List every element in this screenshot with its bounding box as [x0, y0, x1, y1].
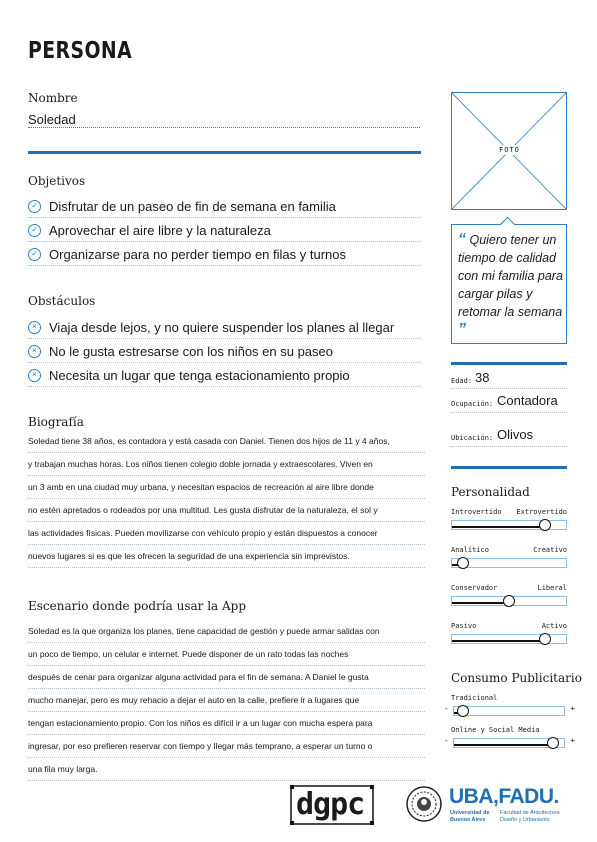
- list-item: [28, 316, 420, 339]
- check-circle-icon: ✓: [28, 248, 41, 261]
- slider-right-label: Liberal: [537, 584, 567, 592]
- text-line: ingresar, por eso prefieren reservar con tiempo y llegar más temprano, a esperar un turno o: [28, 735, 425, 758]
- list-item: [28, 195, 420, 218]
- divider: [451, 362, 567, 365]
- slider-track[interactable]: [451, 558, 567, 568]
- slider-label: Online y Social Media: [451, 726, 540, 734]
- slider-left-label: Conservador: [451, 584, 498, 592]
- obstaculos-list: [28, 316, 420, 388]
- divider: [451, 466, 567, 469]
- objetivos-label: Objetivos: [28, 174, 86, 188]
- slider-track[interactable]: [453, 706, 565, 716]
- objetivos-item-text: Organizarse para no perder tiempo en filas y turnos: [49, 246, 346, 262]
- slider-fill: [454, 744, 553, 746]
- slider-knob[interactable]: [457, 705, 469, 717]
- ubicacion-value: Olivos: [497, 427, 534, 442]
- objetivos-item-text: Aprovechar el aire libre y la naturaleza: [49, 222, 271, 238]
- uba-fadu-logo: UBA,FADU.: [449, 785, 559, 808]
- objetivos-list: [28, 195, 420, 267]
- personalidad-label: Personalidad: [451, 485, 530, 499]
- text-line: un poco de tiempo, un celular e internet. Puede disponer de un rato todas las noches: [28, 643, 425, 666]
- slider-track[interactable]: [451, 596, 567, 606]
- minus-icon: -: [445, 736, 448, 745]
- slider-label: Tradicional: [451, 694, 498, 702]
- slider-track[interactable]: [451, 634, 567, 644]
- page-title: PERSONA: [28, 38, 133, 64]
- x-circle-icon: ×: [28, 321, 41, 334]
- text-line: después de cenar para organizar alguna actividad para el fin de semana. A Daniel le gusta: [28, 666, 425, 689]
- personality-slider[interactable]: [451, 622, 567, 660]
- text-line: no estén apretados o rodeados por una multitud. Les gusta disfrutar de la naturaleza, el sol y: [28, 499, 425, 522]
- slider-fill: [452, 602, 509, 604]
- slider-left-label: Introvertido: [451, 508, 502, 516]
- ocupacion-value: Contadora: [497, 393, 558, 408]
- text-line: las actividades físicas. Pueden movilizarse con vehículo propio y están dispuestos a conocer: [28, 522, 425, 545]
- text-line: una fila muy larga.: [28, 758, 425, 781]
- slider-track[interactable]: [453, 738, 565, 748]
- consumo-slider[interactable]: [445, 726, 575, 758]
- x-circle-icon: ×: [28, 369, 41, 382]
- nombre-value: Soledad: [28, 112, 76, 127]
- uba-subtitle: Universidad de Buenos Aires: [450, 810, 490, 823]
- slider-right-label: Activo: [541, 622, 567, 630]
- list-item: [28, 364, 420, 387]
- uba-seal-icon: [406, 786, 442, 822]
- nombre-field: [28, 112, 420, 128]
- fadu-subtitle: Facultad de Arquitectura Diseño y Urbanismo: [500, 810, 560, 823]
- nombre-label: Nombre: [28, 91, 78, 105]
- text-line: tengan estacionamiento propio. Con los niños es difícil ir a un lugar con mucha espera para: [28, 712, 425, 735]
- personality-slider[interactable]: [451, 508, 567, 546]
- slider-left-label: Pasivo: [451, 622, 477, 630]
- personality-slider[interactable]: [451, 546, 567, 584]
- quote-open-mark: “: [458, 231, 466, 248]
- dgpc-text: dgpc: [296, 787, 365, 822]
- ocupacion-label: Ocupación:: [451, 400, 494, 408]
- text-line: nuevos lugares si es que les ofrecen la seguridad de una experiencia sin imprevistos.: [28, 545, 425, 568]
- slider-track[interactable]: [451, 520, 567, 530]
- text-line: Soledad es la que organiza los planes, tiene capacidad de gestión y puede armar salidas con: [28, 620, 425, 643]
- slider-fill: [452, 640, 545, 642]
- plus-icon: +: [570, 736, 575, 745]
- slider-knob[interactable]: [539, 519, 551, 531]
- obstaculos-item-text: No le gusta estresarse con los niños en su paseo: [49, 343, 334, 359]
- quote-box: [451, 224, 567, 344]
- quote-text: Quiero tener un tiempo de calidad con mi familia para cargar pilas y retomar la semana: [458, 233, 563, 319]
- check-circle-icon: ✓: [28, 224, 41, 237]
- list-item: [28, 219, 420, 242]
- text-line: Soledad tiene 38 años, es contadora y está casada con Daniel. Tienen dos hijos de 11 y 4 años,: [28, 430, 425, 453]
- check-circle-icon: ✓: [28, 200, 41, 213]
- consumo-sliders: [445, 694, 575, 758]
- ubicacion-label: Ubicación:: [451, 434, 494, 442]
- photo-placeholder: [451, 92, 567, 210]
- slider-fill: [452, 526, 545, 528]
- escenario-label: Escenario donde podría usar la App: [28, 599, 247, 613]
- x-circle-icon: ×: [28, 345, 41, 358]
- edad-label: Edad:: [451, 377, 473, 385]
- text-line: un 3 amb en una ciudad muy urbana, y necesitan espacios de recreación al aire libre donde: [28, 476, 425, 499]
- obstaculos-item-text: Viaja desde lejos, y no quiere suspender los planes al llegar: [49, 319, 395, 335]
- slider-knob[interactable]: [547, 737, 559, 749]
- escenario-text: [28, 620, 425, 781]
- slider-left-label: Analítico: [451, 546, 489, 554]
- consumo-label: Consumo Publicitario: [451, 671, 582, 685]
- slider-right-label: Extrovertido: [516, 508, 567, 516]
- edad-value: 38: [475, 370, 490, 385]
- slider-right-label: Creativo: [533, 546, 567, 554]
- quote-close-mark: ”: [458, 321, 466, 338]
- list-item: [28, 243, 420, 266]
- photo-label: FOTO: [496, 145, 523, 155]
- plus-icon: +: [570, 704, 575, 713]
- slider-knob[interactable]: [539, 633, 551, 645]
- text-line: y trabajan muchas horas. Los niños tienen colegio doble jornada y extraescolares. Viven en: [28, 453, 425, 476]
- minus-icon: -: [445, 704, 448, 713]
- biografia-label: Biografía: [28, 415, 84, 429]
- consumo-slider[interactable]: [445, 694, 575, 726]
- obstaculos-item-text: Necesita un lugar que tenga estacionamiento propio: [49, 367, 350, 383]
- fadu-text: FADU.: [498, 785, 559, 808]
- list-item: [28, 340, 420, 363]
- personality-slider[interactable]: [451, 584, 567, 622]
- text-line: mucho manejar, pero es muy rehacio a dejar el auto en la calle, prefiere ir a lugares que: [28, 689, 425, 712]
- slider-knob[interactable]: [503, 595, 515, 607]
- uba-text: UBA: [449, 785, 493, 808]
- objetivos-item-text: Disfrutar de un paseo de fin de semana en familia: [49, 198, 336, 214]
- biografia-text: [28, 430, 425, 568]
- divider: [28, 151, 421, 154]
- personalidad-sliders: [451, 508, 567, 660]
- obstaculos-label: Obstáculos: [28, 294, 96, 308]
- dgpc-logo: [290, 785, 374, 825]
- slider-knob[interactable]: [457, 557, 469, 569]
